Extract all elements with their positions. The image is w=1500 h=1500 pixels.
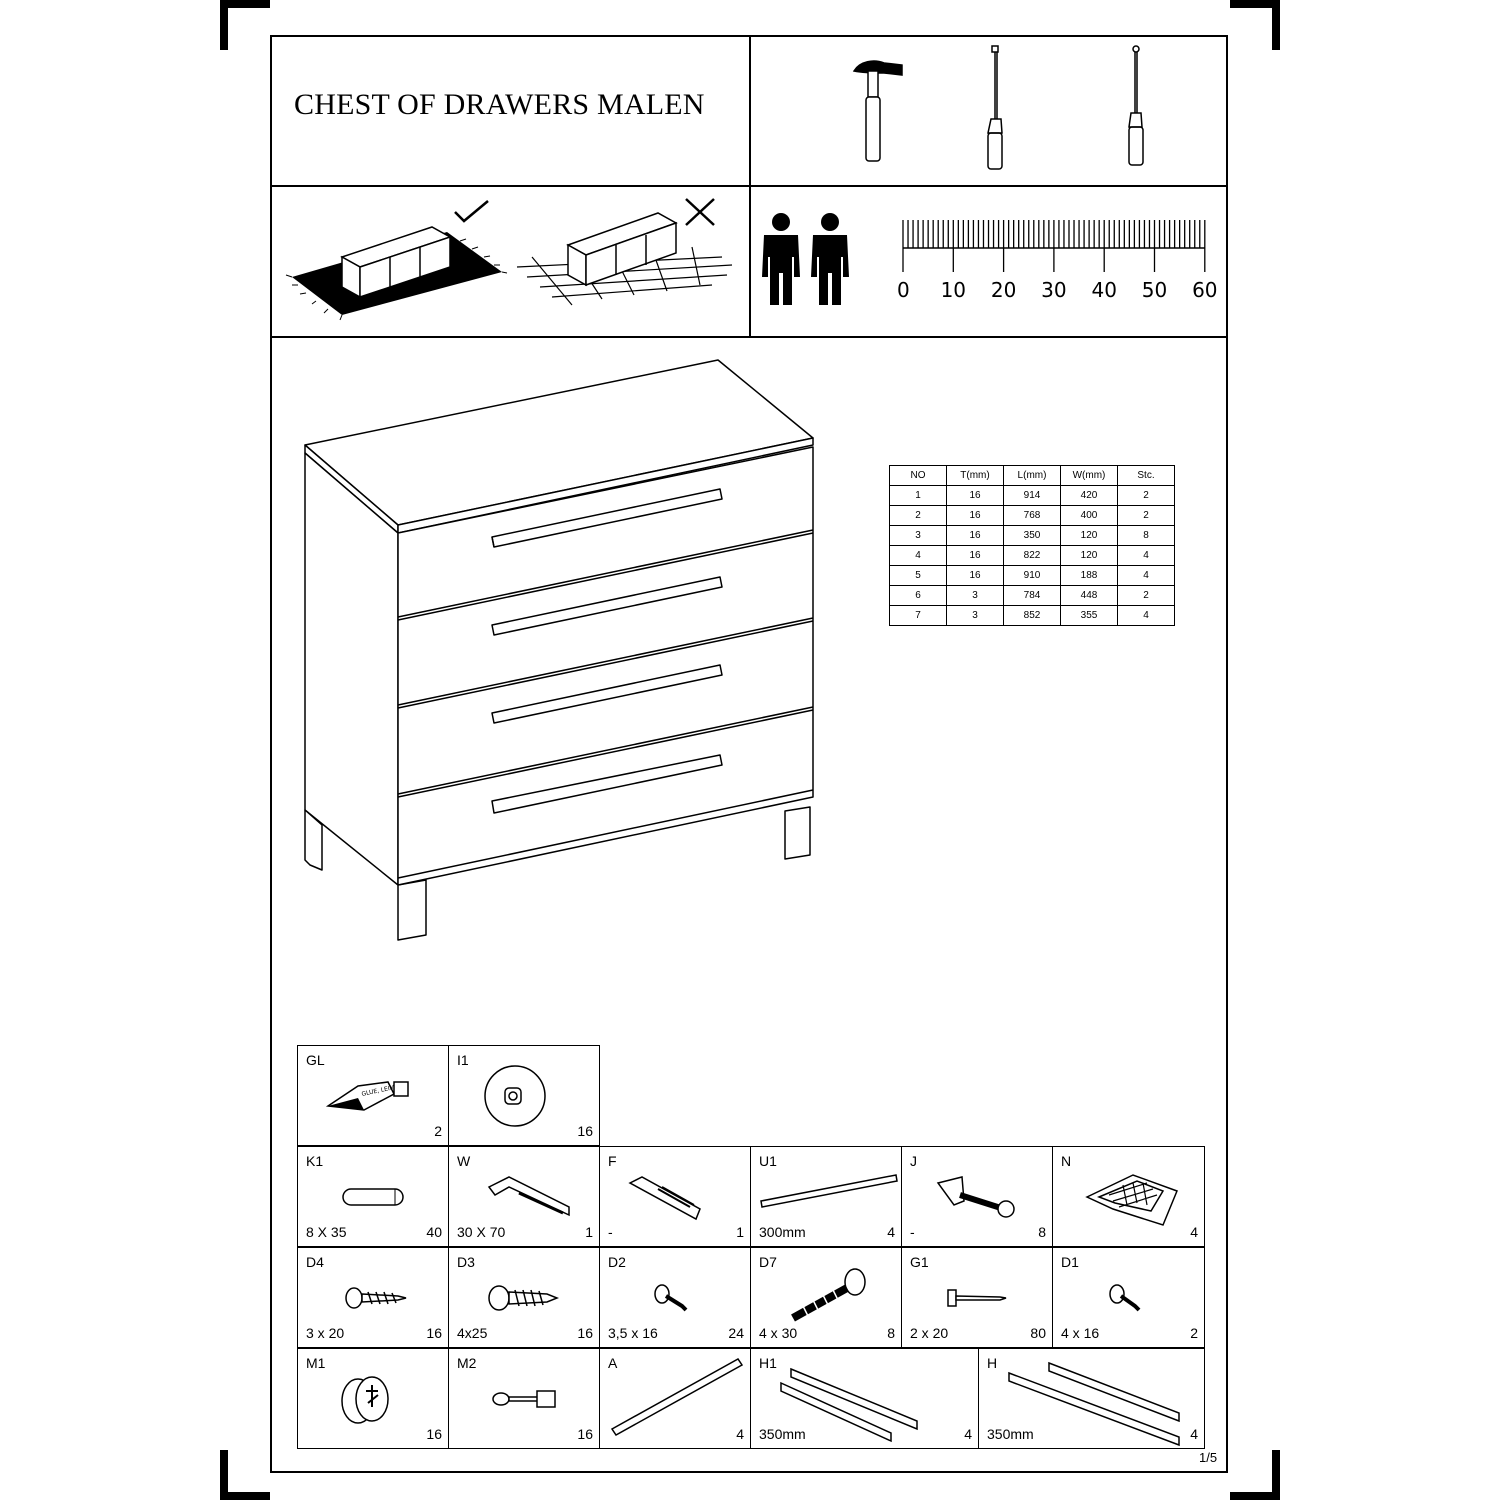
hardware-item-d7 [750, 1247, 902, 1348]
hardware-item-k1 [297, 1146, 449, 1247]
hardware-quantity: 2 [434, 1123, 442, 1139]
table-cell: 350 [1004, 526, 1061, 546]
hardware-size: 4x25 [457, 1325, 488, 1341]
hardware-item-m1 [297, 1348, 449, 1449]
table-cell: 8 [1118, 526, 1175, 546]
hardware-size: 350mm [987, 1426, 1034, 1442]
hardware-code: F [608, 1153, 617, 1169]
hardware-item-d3 [448, 1247, 600, 1348]
cross-icon [686, 199, 714, 225]
chest-of-drawers-illustration [300, 355, 820, 945]
crop-mark-bottom-left-v [220, 1450, 228, 1500]
table-cell: 910 [1004, 566, 1061, 586]
crop-mark-bottom-right-v [1272, 1450, 1280, 1500]
table-cell: 4 [1118, 546, 1175, 566]
hardware-code: U1 [759, 1153, 777, 1169]
hardware-code: D7 [759, 1254, 777, 1270]
hardware-quantity: 4 [887, 1224, 895, 1240]
hardware-item-f [599, 1146, 751, 1247]
parts-table [889, 465, 1175, 626]
table-cell: 2 [890, 506, 947, 526]
hardware-quantity: 1 [736, 1224, 744, 1240]
crop-mark-top-right-v [1272, 0, 1280, 50]
hardware-code: H1 [759, 1355, 777, 1371]
hardware-size: 3,5 x 16 [608, 1325, 658, 1341]
table-cell: 16 [947, 506, 1004, 526]
ruler-label: 50 [1141, 278, 1168, 302]
table-cell: 16 [947, 526, 1004, 546]
hardware-size: 2 x 20 [910, 1325, 949, 1341]
table-cell: 120 [1061, 546, 1118, 566]
table-cell: 420 [1061, 486, 1118, 506]
hardware-quantity: 4 [1190, 1426, 1198, 1442]
hardware-size: - [910, 1224, 915, 1240]
hardware-item-h1 [750, 1348, 979, 1449]
person-icon [811, 213, 849, 305]
hardware-quantity: 80 [1030, 1325, 1046, 1341]
ruler-label: 30 [1041, 278, 1067, 302]
hardware-quantity: 24 [728, 1325, 744, 1341]
hardware-code: K1 [306, 1153, 324, 1169]
hardware-size: 4 x 16 [1061, 1325, 1100, 1341]
table-cell: 3 [947, 586, 1004, 606]
table-row [890, 566, 1175, 586]
table-cell: 1 [890, 486, 947, 506]
hardware-size: - [608, 1224, 613, 1240]
ruler-label: 60 [1192, 278, 1218, 302]
table-row [890, 486, 1175, 506]
floor-protection-illustration [272, 187, 749, 336]
table-cell: 2 [1118, 506, 1175, 526]
hardware-item-g1 [901, 1247, 1053, 1348]
hardware-j-icon [902, 1147, 1054, 1248]
table-cell: 4 [1118, 606, 1175, 626]
hardware-code: GL [306, 1052, 325, 1068]
hardware-item-d2 [599, 1247, 751, 1348]
hammer-icon [854, 61, 902, 161]
hardware-quantity: 40 [426, 1224, 442, 1240]
hardware-a-icon [600, 1349, 752, 1450]
hardware-code: M1 [306, 1355, 326, 1371]
table-row [890, 606, 1175, 626]
hardware-code: D1 [1061, 1254, 1079, 1270]
hardware-item-n [1052, 1146, 1205, 1247]
table-cell: 3 [947, 606, 1004, 626]
two-person-illustration [752, 187, 872, 336]
measuring-ruler [880, 210, 1225, 310]
table-cell: 6 [890, 586, 947, 606]
hardware-size: 4 x 30 [759, 1325, 798, 1341]
table-cell: 188 [1061, 566, 1118, 586]
page-title: CHEST OF DRAWERS MALEN [294, 88, 705, 121]
table-row [890, 586, 1175, 606]
hardware-item-a [599, 1348, 751, 1449]
flathead-screwdriver-icon [988, 46, 1002, 169]
col-no: NO [890, 466, 947, 486]
table-cell: 5 [890, 566, 947, 586]
page-number: 1/5 [1199, 1450, 1218, 1465]
hardware-quantity: 16 [577, 1123, 593, 1139]
ruler-label: 10 [940, 278, 967, 302]
grid-floor-bad-illustration [517, 213, 732, 305]
crop-mark-top-left-v [220, 0, 228, 50]
hardware-quantity: 16 [426, 1426, 442, 1442]
hardware-f-icon [600, 1147, 752, 1248]
table-cell: 822 [1004, 546, 1061, 566]
table-cell: 768 [1004, 506, 1061, 526]
table-cell: 448 [1061, 586, 1118, 606]
table-cell: 400 [1061, 506, 1118, 526]
hardware-item-gl [297, 1045, 449, 1146]
hardware-quantity: 8 [887, 1325, 895, 1341]
table-cell: 852 [1004, 606, 1061, 626]
table-row [890, 546, 1175, 566]
phillips-screwdriver-icon [1129, 46, 1143, 165]
col-quantity: Stc. [1118, 466, 1175, 486]
hardware-quantity: 1 [585, 1224, 593, 1240]
hardware-item-u1 [750, 1146, 902, 1247]
hardware-item-m2 [448, 1348, 600, 1449]
hardware-code: J [910, 1153, 917, 1169]
table-cell: 2 [1118, 586, 1175, 606]
hardware-code: M2 [457, 1355, 477, 1371]
table-row [890, 526, 1175, 546]
table-cell: 784 [1004, 586, 1061, 606]
hardware-quantity: 4 [736, 1426, 744, 1442]
hardware-code: N [1061, 1153, 1072, 1169]
hardware-code: D4 [306, 1254, 324, 1270]
ruler-label: 40 [1091, 278, 1117, 302]
hardware-item-i1 [448, 1045, 600, 1146]
hardware-item-h [978, 1348, 1205, 1449]
hardware-quantity: 8 [1038, 1224, 1046, 1240]
hardware-size: 30 X 70 [457, 1224, 506, 1240]
hardware-size: 350mm [759, 1426, 806, 1442]
hardware-quantity: 2 [1190, 1325, 1198, 1341]
ruler-label: 20 [990, 278, 1017, 302]
hardware-quantity: 16 [577, 1426, 593, 1442]
hardware-code: D2 [608, 1254, 626, 1270]
table-cell: 4 [1118, 566, 1175, 586]
hardware-item-j [901, 1146, 1053, 1247]
check-icon [455, 201, 488, 221]
col-width: W(mm) [1061, 466, 1118, 486]
table-cell: 3 [890, 526, 947, 546]
hardware-code: D3 [457, 1254, 475, 1270]
ruler-label: 0 [897, 278, 910, 302]
hardware-size: 3 x 20 [306, 1325, 345, 1341]
table-cell: 16 [947, 566, 1004, 586]
hardware-size: 300mm [759, 1224, 806, 1240]
hardware-code: W [457, 1153, 471, 1169]
hardware-item-w [448, 1146, 600, 1247]
hardware-quantity: 4 [1190, 1224, 1198, 1240]
hardware-size: 8 X 35 [306, 1224, 347, 1240]
tools-illustration [752, 37, 1226, 185]
hardware-quantity: 16 [426, 1325, 442, 1341]
carpet-good-illustration [286, 227, 507, 320]
table-row [890, 506, 1175, 526]
person-icon [762, 213, 800, 305]
hardware-code: I1 [457, 1052, 469, 1068]
hardware-code: G1 [910, 1254, 929, 1270]
hardware-quantity: 16 [577, 1325, 593, 1341]
table-cell: 120 [1061, 526, 1118, 546]
hardware-n-icon [1053, 1147, 1206, 1248]
hardware-quantity: 4 [964, 1426, 972, 1442]
hardware-item-d4 [297, 1247, 449, 1348]
table-cell: 4 [890, 546, 947, 566]
col-thickness: T(mm) [947, 466, 1004, 486]
table-cell: 355 [1061, 606, 1118, 626]
col-length: L(mm) [1004, 466, 1061, 486]
table-cell: 7 [890, 606, 947, 626]
hardware-item-d1 [1052, 1247, 1205, 1348]
table-cell: 2 [1118, 486, 1175, 506]
table-cell: 16 [947, 486, 1004, 506]
hardware-code: A [608, 1355, 618, 1371]
table-cell: 914 [1004, 486, 1061, 506]
svg-text:GLUE, LEIM: GLUE, LEIM [360, 1084, 396, 1098]
header-column-divider [749, 35, 751, 337]
parts-table-header-row [890, 466, 1175, 486]
hardware-code: H [987, 1355, 998, 1371]
table-cell: 16 [947, 546, 1004, 566]
